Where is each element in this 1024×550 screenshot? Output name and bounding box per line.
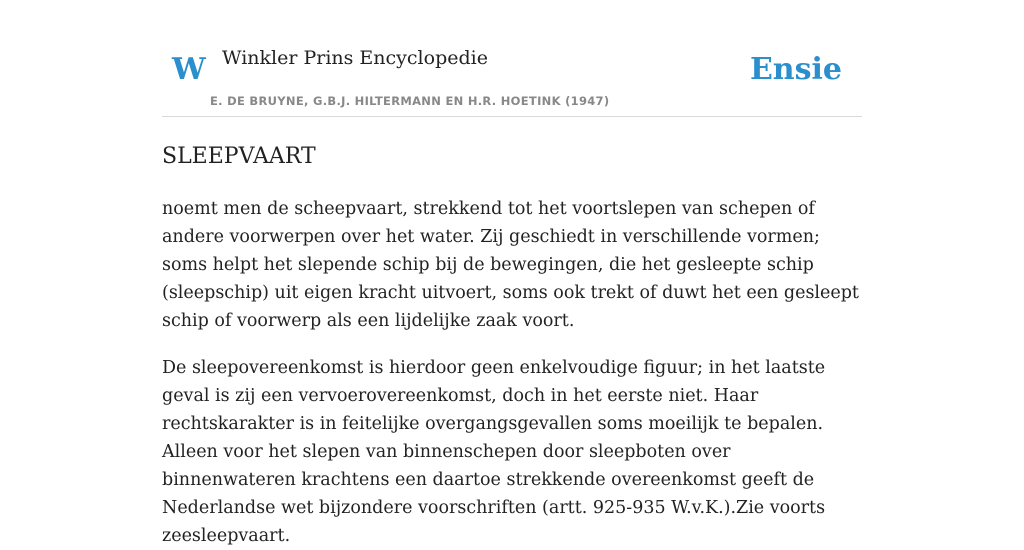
article-paragraph: noemt men de scheepvaart, strekkend tot het voortslepen van schepen of andere voorwerpen over het water. Zij geschiedt in verschillende vormen; soms helpt het slepende schip bij de bewegingen, die het gesleepte schip (sleepschip) uit eigen kracht uitvoert, soms ook trekt of duwt het een gesleept schip of voorwerp als een lijdelijke zaak voort. bbox=[162, 199, 859, 331]
encyclopedia-header bbox=[162, 0, 862, 117]
page-container bbox=[162, 0, 862, 550]
encyclopedia-title[interactable]: Winkler Prins Encyclopedie bbox=[222, 47, 488, 69]
article-paragraph: De sleepovereenkomst is hierdoor geen enkelvoudige figuur; in het laatste geval is zij een vervoerovereenkomst, doch in het eerste niet. Haar rechtskarakter is in feitelijke overgangsgevallen soms moeilijk te bepalen. Alleen voor het slepen van binnenschepen door sleepboten over binnenwateren krachtens een daartoe strekkende overeenkomst geeft de Nederlandse wet bijzondere voorschriften (artt. 925-935 W.v.K.).Zie voorts zeesleepvaart. bbox=[162, 358, 826, 546]
winkler-prins-logo[interactable]: W bbox=[172, 52, 207, 87]
ensie-logo[interactable]: Ensie bbox=[749, 52, 842, 87]
article-headword: SLEEPVAART bbox=[162, 144, 316, 169]
encyclopedia-authors: E. DE BRUYNE, G.B.J. HILTERMANN EN H.R. HOETINK (1947) bbox=[210, 94, 610, 108]
